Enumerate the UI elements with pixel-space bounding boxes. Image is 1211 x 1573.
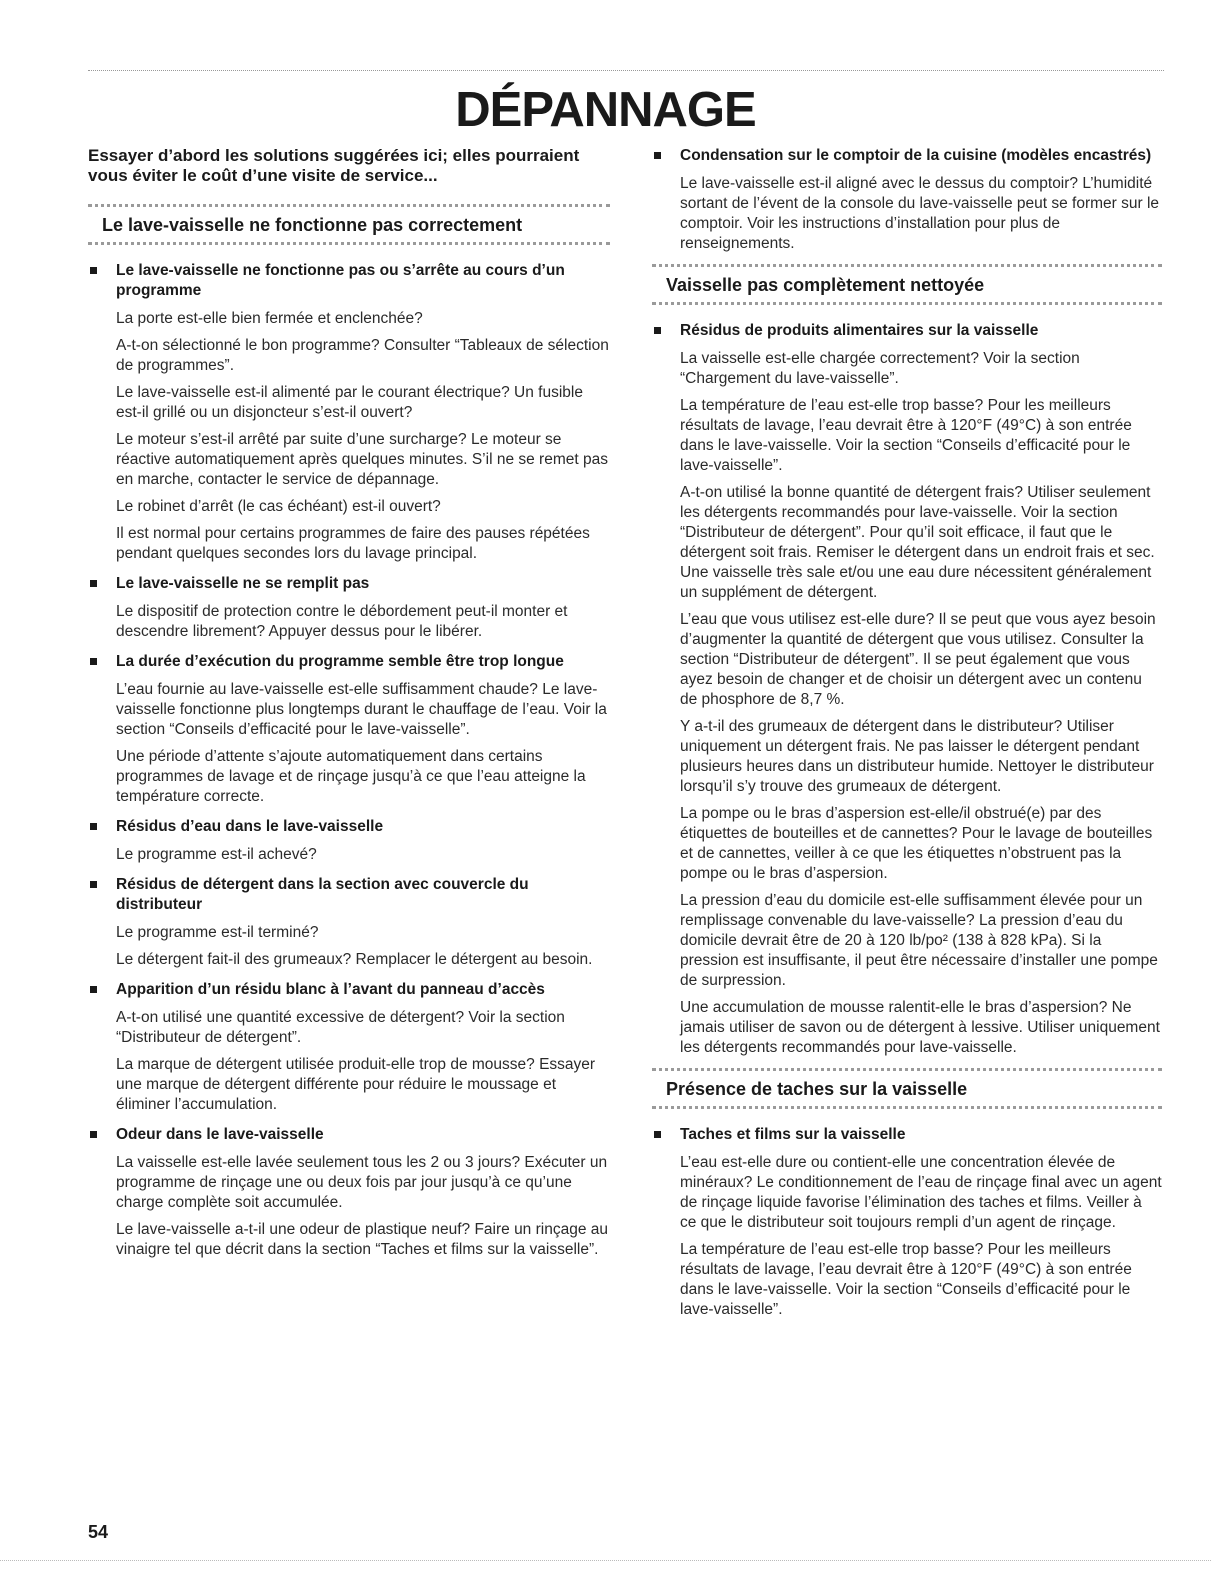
issue-paragraph: La température de l’eau est-elle trop basse? Pour les meilleurs résultats de lavage, l’eau devrait être à 120°F (49°C) à son entrée dans le lave-vaisselle. Voir la section “Conseils d’efficacité pour le lave-vaisselle”. (680, 1241, 1132, 1318)
right-sections (652, 264, 1162, 1320)
bullet-square-icon (90, 881, 97, 888)
troubleshooting-item (88, 817, 610, 865)
troubleshooting-item (88, 261, 610, 564)
issue-paragraph: La vaisselle est-elle chargée correctement? Voir la section “Chargement du lave-vaisselle”. (680, 350, 1080, 387)
issue-paragraph: Une période d’attente s’ajoute automatiquement dans certains programmes de lavage et de rinçage jusqu’à ce que l’eau atteigne la température correcte. (116, 748, 586, 805)
issue-paragraph: Y a-t-il des grumeaux de détergent dans le distributeur? Utiliser uniquement un détergent frais. Ne pas laisser le détergent pendant plusieurs heures dans un distributeur humide. Nettoyer le distributeur lorsqu’il s’y trouve des grumeaux de détergent. (680, 718, 1154, 795)
troubleshooting-section (652, 1068, 1162, 1320)
issue-paragraph: Le lave-vaisselle est-il aligné avec le dessus du comptoir? L’humidité sortant de l’évent de la console du lave-vaisselle peut se former sur le comptoir. Voir les instructions d’installation pour plus de renseignements. (680, 175, 1160, 252)
bullet-square-icon (90, 823, 97, 830)
troubleshooting-section (652, 264, 1162, 1058)
issue-title (652, 1125, 1162, 1145)
bullet-square-icon (90, 267, 97, 274)
bullet-square-icon (90, 986, 97, 993)
section-heading: Présence de taches sur la vaisselle (652, 1068, 1162, 1109)
issue-title (652, 321, 1162, 341)
page-title: DÉPANNAGE (455, 83, 756, 137)
issue-paragraph: Le dispositif de protection contre le débordement peut-il monter et descendre librement? Appuyer dessus pour le libérer. (116, 603, 568, 640)
issue-title-text: Résidus de détergent dans la section avec couvercle du distributeur (116, 876, 529, 913)
bullet-square-icon (654, 327, 661, 334)
issue-title-text: Odeur dans le lave-vaisselle (116, 1126, 324, 1143)
issue-title-text: Apparition d’un résidu blanc à l’avant du panneau d’accès (116, 981, 545, 998)
issue-paragraph: Une accumulation de mousse ralentit-elle le bras d’aspersion? Ne jamais utiliser de savon ou de détergent à lessive. Utiliser uniquement les détergents recommandés pour lave-vaisselle. (680, 999, 1160, 1056)
issue-title (88, 875, 610, 915)
issue-paragraph: A-t-on utilisé la bonne quantité de détergent frais? Utiliser seulement les détergents recommandés pour lave-vaisselle. Voir la section “Distributeur de détergent”. Pour qu’il soit efficace, il faut que le détergent soit frais. Remiser le détergent dans un endroit frais et sec. Une vaisselle très sale et/ou une eau dure nécessitent généralement un supplément de détergent. (680, 484, 1155, 601)
top-dotted-rule (88, 70, 1164, 71)
troubleshooting-section (88, 204, 610, 1260)
intro-text: Essayer d’abord les solutions suggérées ici; elles pourraient vous éviter le coût d’une visite de service... (88, 146, 580, 185)
issue-paragraph: Le robinet d’arrêt (le cas échéant) est-il ouvert? (116, 498, 441, 515)
issue-title (652, 146, 1162, 166)
troubleshooting-item (88, 980, 610, 1115)
issue-paragraph: L’eau est-elle dure ou contient-elle une concentration élevée de minéraux? Le conditionnement de l’eau de rinçage final avec un agent de rinçage liquide favorise l’élimination des taches et films. Veiller à ce que le distributeur soit toujours rempli d’un agent de rinçage. (680, 1154, 1162, 1231)
bullet-square-icon (90, 1131, 97, 1138)
troubleshooting-item (88, 652, 610, 807)
issue-paragraph: La pompe ou le bras d’aspersion est-elle/il obstrué(e) par des étiquettes de bouteilles et de cannettes? Pour le lavage de bouteilles et de cannettes, veiller à ce que les étiquettes n’obstruent pas la pompe ou le bras d’aspersion. (680, 805, 1153, 882)
issue-paragraph: La température de l’eau est-elle trop basse? Pour les meilleurs résultats de lavage, l’eau devrait être à 120°F (49°C) à son entrée dans le lave-vaisselle. Voir la section “Conseils d’efficacité pour le lave-vaisselle”. (680, 397, 1132, 474)
issue-paragraph: La vaisselle est-elle lavée seulement tous les 2 ou 3 jours? Exécuter un programme de rinçage une ou deux fois par jour jusqu’à ce qu’une charge complète soit accumulée. (116, 1154, 608, 1211)
page-number: 54 (88, 1522, 109, 1542)
issue-title (88, 817, 610, 837)
right-top-issue (652, 146, 1162, 254)
bullet-square-icon (90, 658, 97, 665)
issue-title (88, 574, 610, 594)
bullet-square-icon (654, 1131, 661, 1138)
issue-title-text: Résidus de produits alimentaires sur la vaisselle (680, 322, 1039, 339)
issue-title-text: La durée d’exécution du programme semble être trop longue (116, 653, 564, 670)
issue-paragraph: La marque de détergent utilisée produit-elle trop de mousse? Essayer une marque de détergent différente pour réduire le moussage et éliminer l’accumulation. (116, 1056, 596, 1113)
issue-paragraph: La porte est-elle bien fermée et enclenchée? (116, 310, 423, 327)
issue-title (88, 652, 610, 672)
issue-paragraph: A-t-on sélectionné le bon programme? Consulter “Tableaux de sélection de programmes”. (116, 337, 609, 374)
issue-title (88, 1125, 610, 1145)
issue-paragraph: Le lave-vaisselle est-il alimenté par le courant électrique? Un fusible est-il grillé ou un disjoncteur s’est-il ouvert? (116, 384, 583, 421)
section-heading: Vaisselle pas complètement nettoyée (652, 264, 1162, 305)
bottom-dotted-rule (0, 1560, 1211, 1561)
issue-title-text: Résidus d’eau dans le lave-vaisselle (116, 818, 384, 835)
issue-paragraph: A-t-on utilisé une quantité excessive de détergent? Voir la section “Distributeur de détergent”. (116, 1009, 565, 1046)
issue-paragraph: Le programme est-il terminé? (116, 924, 319, 941)
troubleshooting-item (652, 146, 1162, 254)
issue-paragraph: Le détergent fait-il des grumeaux? Remplacer le détergent au besoin. (116, 951, 593, 968)
issue-paragraph: Le lave-vaisselle a-t-il une odeur de plastique neuf? Faire un rinçage au vinaigre tel que décrit dans la section “Taches et films sur la vaisselle”. (116, 1221, 608, 1258)
left-column (88, 146, 610, 1270)
issue-paragraph: Le moteur s’est-il arrêté par suite d’une surcharge? Le moteur se réactive automatiquement après quelques minutes. S’il ne se remet pas en marche, contacter le service de dépannage. (116, 431, 608, 488)
issue-paragraph: La pression d’eau du domicile est-elle suffisamment élevée pour un remplissage convenable du lave-vaisselle? La pression d’eau du domicile devrait être de 20 à 120 lb/po² (138 à 828 kPa). Si la pression est insuffisante, il peut être nécessaire d’installer une pompe de surpression. (680, 892, 1158, 989)
bullet-square-icon (654, 152, 661, 159)
troubleshooting-item (88, 574, 610, 642)
left-sections (88, 204, 610, 1260)
troubleshooting-item (88, 1125, 610, 1260)
issue-paragraph: Le programme est-il achevé? (116, 846, 317, 863)
issue-title-text: Taches et films sur la vaisselle (680, 1126, 906, 1143)
right-column (652, 146, 1162, 1330)
issue-title (88, 980, 610, 1000)
issue-paragraph: Il est normal pour certains programmes de faire des pauses répétées pendant quelques secondes lors du lavage principal. (116, 525, 590, 562)
troubleshooting-item (652, 321, 1162, 1058)
section-heading: Le lave-vaisselle ne fonctionne pas correctement (88, 204, 610, 245)
issue-title (88, 261, 610, 301)
troubleshooting-item (88, 875, 610, 970)
issue-title-text: Condensation sur le comptoir de la cuisine (modèles encastrés) (680, 147, 1152, 164)
issue-title-text: Le lave-vaisselle ne se remplit pas (116, 575, 370, 592)
issue-paragraph: L’eau fournie au lave-vaisselle est-elle suffisamment chaude? Le lave-vaisselle fonctionne plus longtemps durant le chauffage de l’eau. Voir la section “Conseils d’efficacité pour le lave-vaisselle”. (116, 681, 607, 738)
issue-paragraph: L’eau que vous utilisez est-elle dure? Il se peut que vous ayez besoin d’augmenter la quantité de détergent que vous utilisez. Consulter la section “Distributeur de détergent”. Il se peut également que vous ayez besoin de changer et de choisir un détergent avec un contenu de phosphore de 8,7 %. (680, 611, 1156, 708)
bullet-square-icon (90, 580, 97, 587)
troubleshooting-item (652, 1125, 1162, 1320)
issue-title-text: Le lave-vaisselle ne fonctionne pas ou s’arrête au cours d’un programme (116, 262, 565, 299)
